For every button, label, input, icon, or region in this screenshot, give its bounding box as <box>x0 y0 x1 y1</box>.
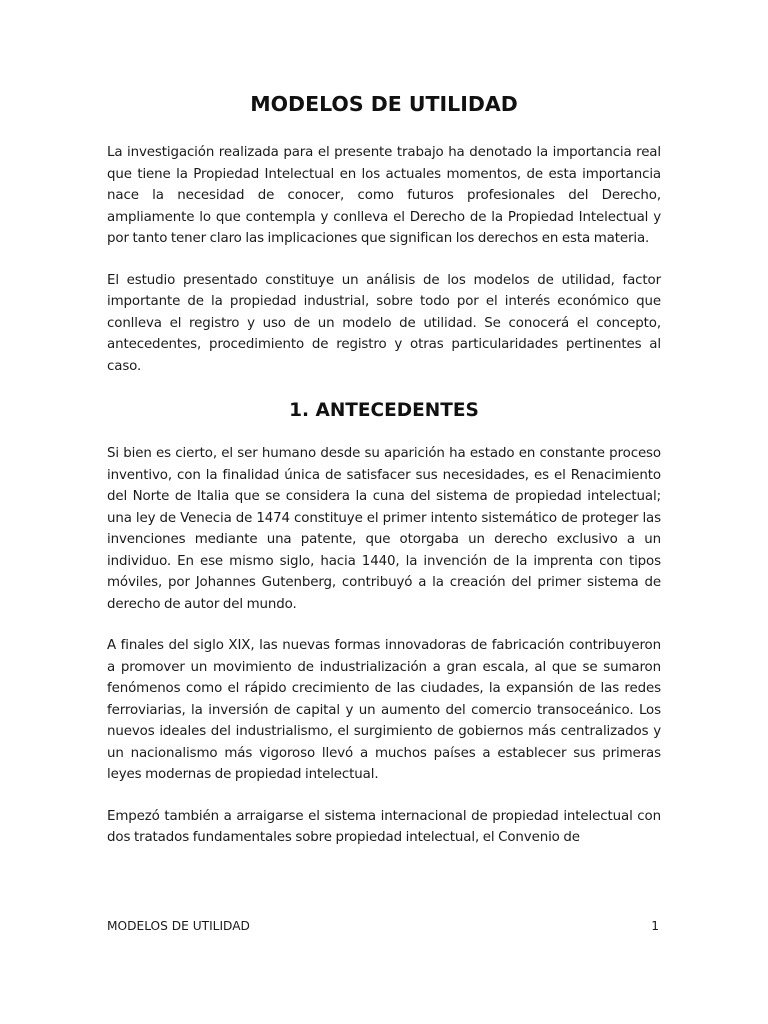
intro-paragraph-2: El estudio presentado constituye un análisis de los modelos de utilidad, factor importante de la propiedad industrial, sobre todo por el interés económico que conlleva el registro y uso de un modelo de utilidad. Se conocerá el concepto, antecedentes, procedimiento de registro y otras particularidades pertinentes al caso. <box>107 272 661 374</box>
intro-paragraph-1: La investigación realizada para el presente trabajo ha denotado la importancia real que tiene la Propiedad Intelectual en los actuales momentos, de esta importancia nace la necesidad de conocer, como futuros profesionales del Derecho, ampliamente lo que contempla y conlleva el Derecho de la Propiedad Intelectual y por tanto tener claro las implicaciones que significan los derechos en esta materia. <box>107 145 661 246</box>
section-paragraph-3: Empezó también a arraigarse el sistema internacional de propiedad intelectual con dos tratados fundamentales sobre propiedad intelectual, el Convenio de <box>107 808 661 845</box>
section-paragraph-1: Si bien es cierto, el ser humano desde su aparición ha estado en constante proceso inventivo, con la finalidad única de satisfacer sus necesidades, es el Renacimiento del Norte de Italia que se considera la cuna del sistema de propiedad intelectual; una ley de Venecia de 1474 constituye el primer intento sistemático de proteger las invenciones mediante una patente, que otorgaba un derecho exclusivo a un individuo. En ese mismo siglo, hacia 1440, la invención de la imprenta con tipos móviles, por Johannes Gutenberg, contribuyó a la creación del primer sistema de derecho de autor del mundo. <box>107 446 661 612</box>
page-footer <box>107 919 661 937</box>
document-title: MODELOS DE UTILIDAD <box>250 92 518 116</box>
page-content <box>107 90 661 869</box>
section-heading-antecedentes: 1. ANTECEDENTES <box>289 400 479 421</box>
footer-running-title: MODELOS DE UTILIDAD <box>107 919 250 933</box>
footer-page-number: 1 <box>651 919 659 933</box>
section-paragraph-2: A finales del siglo XIX, las nuevas formas innovadoras de fabricación contribuyeron a promover un movimiento de industrialización a gran escala, al que se sumaron fenómenos como el rápido crecimiento de las ciudades, la expansión de las redes ferroviarias, la inversión de capital y un aumento del comercio transoceánico. Los nuevos ideales del industrialismo, el surgimiento de gobiernos más centralizados y un nacionalismo más vigoroso llevó a muchos países a establecer sus primeras leyes modernas de propiedad intelectual. <box>107 638 661 782</box>
